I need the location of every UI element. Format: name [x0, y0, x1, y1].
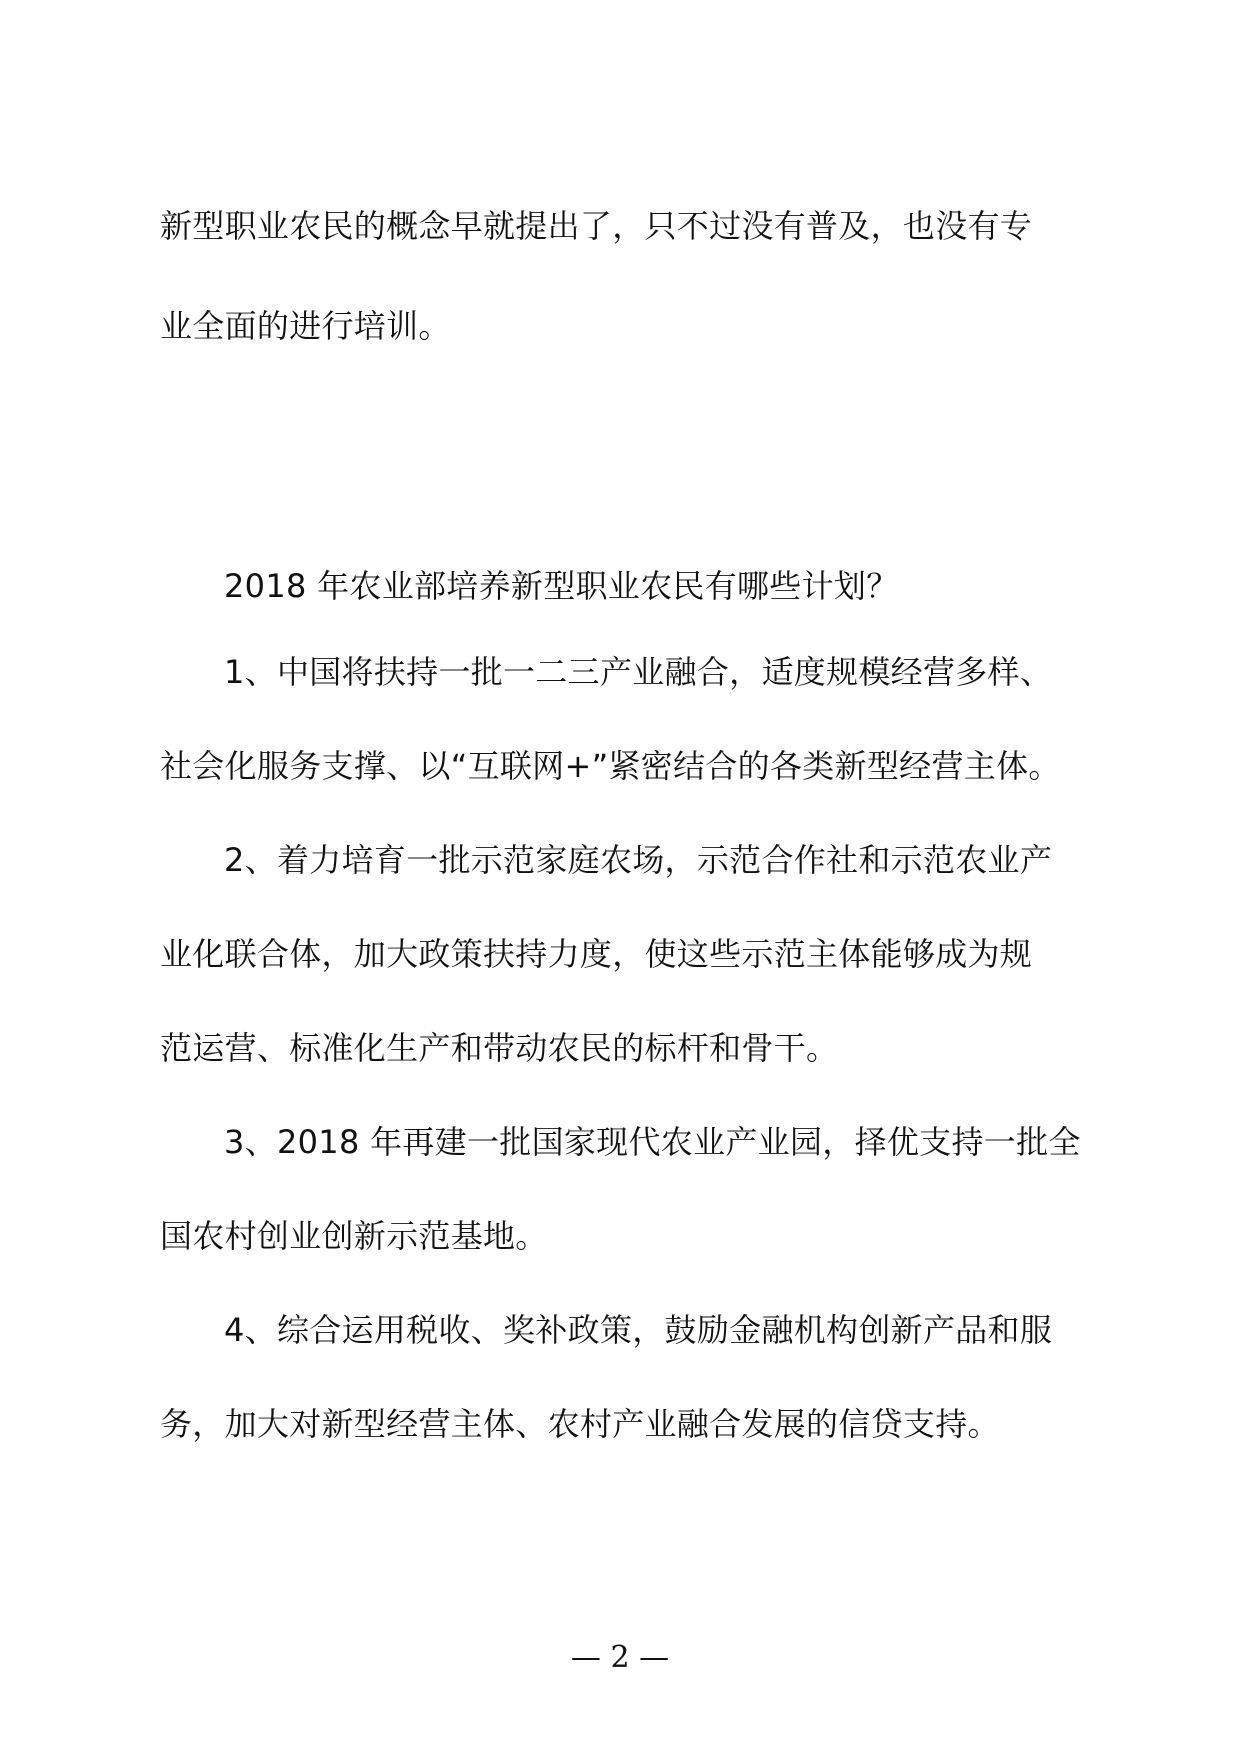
- item-1-line-1: 1、中国将扶持一批一二三产业融合，适度规模经营多样、: [224, 653, 1053, 691]
- intro-line-1: 新型职业农民的概念早就提出了，只不过没有普及，也没有专: [160, 207, 1033, 245]
- item-1-line-2: 社会化服务支撑、以“互联网+”紧密结合的各类新型经营主体。: [160, 747, 1061, 785]
- item-2-line-1: 2、着力培育一批示范家庭农场，示范合作社和示范农业产: [224, 841, 1053, 879]
- question-heading: 2018 年农业部培养新型职业农民有哪些计划？: [224, 567, 899, 605]
- item-3-line-2: 国农村创业创新示范基地。: [160, 1217, 548, 1255]
- item-2-line-3: 范运营、标准化生产和带动农民的标杆和骨干。: [160, 1029, 839, 1067]
- item-4-line-2: 务，加大对新型经营主体、农村产业融合发展的信贷支持。: [160, 1405, 1000, 1443]
- intro-line-2: 业全面的进行培训。: [160, 307, 451, 345]
- item-3-line-1: 3、2018 年再建一批国家现代农业产业园，择优支持一批全: [224, 1123, 1081, 1161]
- item-4-line-1: 4、综合运用税收、奖补政策，鼓励金融机构创新产品和服: [224, 1311, 1053, 1349]
- page-number: — 2 —: [570, 1640, 670, 1675]
- item-2-line-2: 业化联合体，加大政策扶持力度，使这些示范主体能够成为规: [160, 935, 1033, 973]
